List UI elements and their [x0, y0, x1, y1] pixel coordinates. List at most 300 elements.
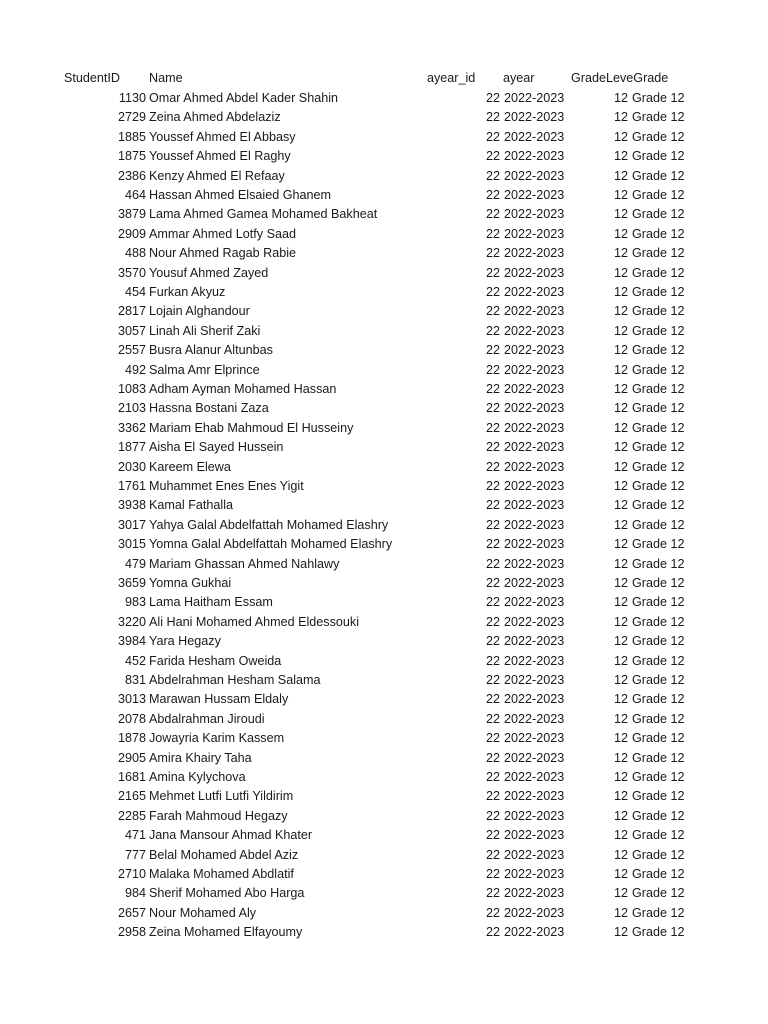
table-row [0, 341, 768, 360]
ayear-id-cell: 22 [485, 828, 500, 843]
grade-cell: Grade 12 [632, 925, 685, 940]
student-id-cell: 1761 [117, 479, 146, 493]
student-id-cell: 2557 [117, 343, 146, 358]
grade-level-cell: 12 [613, 246, 628, 261]
student-id-cell: 454 [124, 285, 146, 299]
student-name-cell: Yomna Gukhai [149, 576, 232, 590]
student-name-cell: Kamal Fathalla [149, 498, 233, 513]
grade-cell: Grade 12 [632, 246, 685, 261]
student-name-cell: Sherif Mohamed Abo Harga [149, 886, 305, 901]
grade-cell: Grade 12 [632, 168, 685, 183]
grade-cell: Grade 12 [632, 847, 685, 862]
ayear-id-cell: 22 [485, 246, 500, 261]
table-row [0, 205, 768, 224]
student-name-cell: Abdalrahman Jiroudi [149, 711, 265, 726]
student-id-cell: 2817 [117, 304, 146, 319]
student-id-cell: 2386 [117, 168, 146, 183]
student-id-cell: 471 [124, 828, 146, 843]
grade-level-cell: 12 [613, 653, 628, 668]
grade-level-cell: 12 [613, 91, 628, 105]
student-id-cell: 1130 [118, 91, 146, 105]
grade-cell: Grade 12 [632, 479, 685, 493]
grade-level-cell: 12 [613, 731, 628, 746]
grade-cell: Grade 12 [632, 634, 685, 649]
student-name-cell: Ali Hani Mohamed Ahmed Eldessouki [149, 614, 360, 629]
header-grade-level-grade: GradeLeveGrade [571, 71, 669, 85]
student-name-cell: Muhammet Enes Enes Yigit [149, 479, 304, 493]
table-row [0, 302, 768, 321]
grade-level-cell: 12 [613, 498, 628, 513]
grade-level-cell: 12 [613, 789, 628, 804]
grade-cell: Grade 12 [632, 382, 685, 396]
grade-cell: Grade 12 [632, 401, 685, 416]
student-name-cell: Lama Haitham Essam [149, 595, 273, 610]
table-row [0, 749, 768, 768]
student-id-cell: 3984 [117, 634, 146, 649]
student-name-cell: Yousuf Ahmed Zayed [149, 265, 269, 280]
header-ayear-id: ayear_id [427, 71, 476, 85]
grade-level-cell: 12 [613, 692, 628, 707]
table-row [0, 923, 768, 942]
ayear-cell: 2022-2023 [504, 595, 565, 610]
student-name-cell: Omar Ahmed Abdel Kader Shahin [149, 91, 339, 105]
ayear-cell: 2022-2023 [504, 343, 565, 358]
ayear-cell: 2022-2023 [504, 576, 565, 590]
student-name-cell: Hassan Ahmed Elsaied Ghanem [149, 188, 332, 202]
table-row [0, 865, 768, 884]
ayear-id-cell: 22 [485, 595, 500, 610]
student-name-cell: Ammar Ahmed Lotfy Saad [149, 226, 296, 241]
student-id-cell: 2030 [117, 459, 146, 474]
grade-level-cell: 12 [613, 905, 628, 920]
ayear-cell: 2022-2023 [504, 265, 565, 280]
ayear-id-cell: 22 [485, 188, 500, 202]
student-name-cell: Jana Mansour Ahmad Khater [149, 828, 313, 843]
ayear-cell: 2022-2023 [504, 304, 565, 319]
ayear-id-cell: 22 [485, 750, 500, 765]
student-id-cell: 3057 [117, 323, 146, 338]
student-name-cell: Mariam Ghassan Ahmed Nahlawy [149, 556, 340, 571]
grade-level-cell: 12 [613, 188, 628, 202]
grade-level-cell: 12 [613, 420, 628, 435]
table-row [0, 787, 768, 806]
ayear-id-cell: 22 [485, 711, 500, 726]
student-id-cell: 1877 [117, 440, 146, 455]
table-row [0, 535, 768, 554]
grade-cell: Grade 12 [632, 440, 685, 455]
ayear-id-cell: 22 [485, 149, 500, 164]
student-id-cell: 831 [124, 673, 146, 687]
student-name-cell: Farida Hesham Oweida [149, 653, 282, 668]
grade-cell: Grade 12 [632, 129, 685, 144]
ayear-cell: 2022-2023 [504, 634, 565, 649]
ayear-cell: 2022-2023 [504, 129, 565, 144]
ayear-cell: 2022-2023 [504, 207, 565, 222]
student-id-cell: 1885 [117, 129, 146, 144]
student-name-cell: Kenzy Ahmed El Refaay [149, 168, 285, 183]
student-id-cell: 3938 [117, 498, 146, 513]
student-name-cell: Belal Mohamed Abdel Aziz [149, 847, 299, 862]
ayear-id-cell: 22 [485, 401, 500, 416]
grade-cell: Grade 12 [632, 692, 685, 707]
student-name-cell: Nour Ahmed Ragab Rabie [149, 246, 297, 261]
ayear-cell: 2022-2023 [504, 382, 565, 396]
ayear-id-cell: 22 [485, 479, 500, 493]
student-id-cell: 479 [124, 556, 146, 571]
student-name-cell: Amina Kylychova [149, 770, 246, 784]
student-name-cell: Amira Khairy Taha [149, 750, 252, 765]
ayear-cell: 2022-2023 [504, 711, 565, 726]
grade-level-cell: 12 [613, 323, 628, 338]
grade-cell: Grade 12 [632, 459, 685, 474]
table-row [0, 380, 768, 399]
header-ayear: ayear [503, 71, 535, 85]
student-name-cell: Mehmet Lutfi Lutfi Yildirim [149, 789, 294, 804]
ayear-id-cell: 22 [485, 905, 500, 920]
grade-cell: Grade 12 [632, 867, 685, 881]
grade-level-cell: 12 [613, 886, 628, 901]
ayear-cell: 2022-2023 [504, 692, 565, 707]
table-row [0, 884, 768, 903]
table-row [0, 768, 768, 787]
ayear-cell: 2022-2023 [504, 420, 565, 435]
student-id-cell: 492 [124, 362, 146, 377]
table-row [0, 399, 768, 418]
ayear-cell: 2022-2023 [504, 168, 565, 183]
ayear-cell: 2022-2023 [504, 537, 565, 552]
ayear-id-cell: 22 [485, 110, 500, 125]
ayear-id-cell: 22 [485, 692, 500, 707]
grade-cell: Grade 12 [632, 285, 685, 299]
grade-cell: Grade 12 [632, 595, 685, 610]
student-id-cell: 3659 [117, 576, 146, 590]
grade-cell: Grade 12 [632, 653, 685, 668]
grade-level-cell: 12 [613, 168, 628, 183]
grade-cell: Grade 12 [632, 265, 685, 280]
student-id-cell: 2103 [117, 401, 146, 416]
student-id-cell: 3879 [117, 207, 146, 222]
table-row [0, 826, 768, 845]
ayear-cell: 2022-2023 [504, 479, 565, 493]
grade-level-cell: 12 [613, 226, 628, 241]
student-id-cell: 1875 [117, 149, 146, 164]
student-id-cell: 3015 [117, 537, 146, 552]
grade-level-cell: 12 [613, 576, 628, 590]
header-student-id: StudentID [64, 71, 121, 85]
grade-cell: Grade 12 [632, 731, 685, 746]
grade-level-cell: 12 [613, 614, 628, 629]
table-row [0, 244, 768, 263]
table-row [0, 458, 768, 477]
student-id-cell: 2909 [117, 226, 146, 241]
grade-cell: Grade 12 [632, 188, 685, 202]
table-row [0, 225, 768, 244]
student-name-cell: Jowayria Karim Kassem [149, 731, 285, 746]
student-id-cell: 2285 [117, 808, 146, 823]
grade-level-cell: 12 [613, 595, 628, 610]
student-id-cell: 2165 [117, 789, 146, 804]
ayear-id-cell: 22 [485, 323, 500, 338]
grade-cell: Grade 12 [632, 304, 685, 319]
ayear-id-cell: 22 [485, 343, 500, 358]
ayear-id-cell: 22 [485, 207, 500, 222]
grade-level-cell: 12 [613, 265, 628, 280]
student-id-cell: 2078 [117, 711, 146, 726]
table-row [0, 555, 768, 574]
table-row [0, 438, 768, 457]
grade-level-cell: 12 [613, 770, 628, 784]
grade-level-cell: 12 [613, 382, 628, 396]
grade-cell: Grade 12 [632, 770, 685, 784]
student-name-cell: Salma Amr Elprince [149, 362, 260, 377]
grade-cell: Grade 12 [632, 537, 685, 552]
student-name-cell: Hassna Bostani Zaza [149, 401, 269, 416]
grade-level-cell: 12 [613, 537, 628, 552]
ayear-id-cell: 22 [485, 847, 500, 862]
student-id-cell: 3570 [117, 265, 146, 280]
grade-level-cell: 12 [613, 808, 628, 823]
ayear-cell: 2022-2023 [504, 731, 565, 746]
ayear-cell: 2022-2023 [504, 149, 565, 164]
student-name-cell: Nour Mohamed Aly [149, 905, 257, 920]
grade-level-cell: 12 [613, 517, 628, 532]
student-name-cell: Farah Mahmoud Hegazy [149, 808, 288, 823]
table-row [0, 283, 768, 302]
ayear-id-cell: 22 [485, 420, 500, 435]
ayear-id-cell: 22 [485, 731, 500, 746]
ayear-cell: 2022-2023 [504, 556, 565, 571]
ayear-cell: 2022-2023 [504, 110, 565, 125]
table-header-row [0, 69, 768, 88]
ayear-cell: 2022-2023 [504, 750, 565, 765]
student-name-cell: Youssef Ahmed El Raghy [149, 149, 291, 164]
grade-level-cell: 12 [613, 459, 628, 474]
student-name-cell: Linah Ali Sherif Zaki [149, 323, 261, 338]
ayear-cell: 2022-2023 [504, 323, 565, 338]
table-row [0, 167, 768, 186]
grade-cell: Grade 12 [632, 110, 685, 125]
grade-level-cell: 12 [613, 304, 628, 319]
grade-cell: Grade 12 [632, 576, 685, 590]
student-name-cell: Abdelrahman Hesham Salama [149, 673, 321, 687]
ayear-id-cell: 22 [485, 634, 500, 649]
table-row [0, 361, 768, 380]
student-id-cell: 3017 [117, 517, 146, 532]
grade-cell: Grade 12 [632, 789, 685, 804]
grade-cell: Grade 12 [632, 750, 685, 765]
grade-level-cell: 12 [613, 556, 628, 571]
ayear-id-cell: 22 [485, 789, 500, 804]
student-name-cell: Malaka Mohamed Abdlatif [149, 867, 294, 881]
grade-cell: Grade 12 [632, 886, 685, 901]
ayear-cell: 2022-2023 [504, 673, 565, 687]
student-id-cell: 1878 [117, 731, 146, 746]
student-name-cell: Kareem Elewa [149, 459, 231, 474]
table-row [0, 710, 768, 729]
ayear-id-cell: 22 [485, 556, 500, 571]
ayear-cell: 2022-2023 [504, 653, 565, 668]
student-name-cell: Youssef Ahmed El Abbasy [149, 129, 296, 144]
grade-cell: Grade 12 [632, 517, 685, 532]
table-row [0, 652, 768, 671]
ayear-id-cell: 22 [485, 614, 500, 629]
ayear-cell: 2022-2023 [504, 886, 565, 901]
header-name: Name [149, 71, 183, 85]
ayear-id-cell: 22 [485, 459, 500, 474]
ayear-cell: 2022-2023 [504, 188, 565, 202]
grade-level-cell: 12 [613, 750, 628, 765]
student-name-cell: Furkan Akyuz [149, 285, 226, 299]
table-row [0, 516, 768, 535]
ayear-id-cell: 22 [485, 440, 500, 455]
grade-cell: Grade 12 [632, 808, 685, 823]
student-name-cell: Busra Alanur Altunbas [149, 343, 273, 358]
student-name-cell: Lojain Alghandour [149, 304, 250, 319]
table-row [0, 574, 768, 593]
table-row [0, 128, 768, 147]
table-row [0, 477, 768, 496]
ayear-cell: 2022-2023 [504, 91, 565, 105]
grade-level-cell: 12 [613, 207, 628, 222]
ayear-id-cell: 22 [485, 886, 500, 901]
table-row [0, 729, 768, 748]
grade-cell: Grade 12 [632, 149, 685, 164]
ayear-cell: 2022-2023 [504, 517, 565, 532]
ayear-id-cell: 22 [485, 770, 500, 784]
grade-cell: Grade 12 [632, 556, 685, 571]
student-id-cell: 983 [124, 595, 146, 610]
student-name-cell: Lama Ahmed Gamea Mohamed Bakheat [149, 207, 378, 222]
ayear-id-cell: 22 [485, 537, 500, 552]
grade-level-cell: 12 [613, 711, 628, 726]
student-id-cell: 452 [124, 653, 146, 668]
student-id-cell: 2710 [117, 867, 146, 881]
ayear-cell: 2022-2023 [504, 867, 565, 881]
grade-level-cell: 12 [613, 479, 628, 493]
ayear-id-cell: 22 [485, 517, 500, 532]
table-row [0, 108, 768, 127]
ayear-cell: 2022-2023 [504, 246, 565, 261]
student-name-cell: Zeina Mohamed Elfayoumy [149, 925, 303, 940]
student-id-cell: 2958 [117, 925, 146, 940]
student-name-cell: Zeina Ahmed Abdelaziz [149, 110, 281, 125]
ayear-cell: 2022-2023 [504, 789, 565, 804]
student-id-cell: 1083 [117, 382, 146, 396]
student-name-cell: Yara Hegazy [149, 634, 221, 649]
ayear-id-cell: 22 [485, 653, 500, 668]
ayear-cell: 2022-2023 [504, 498, 565, 513]
grade-cell: Grade 12 [632, 498, 685, 513]
table-row [0, 671, 768, 690]
student-id-cell: 3013 [117, 692, 146, 707]
student-name-cell: Aisha El Sayed Hussein [149, 440, 284, 455]
table-row [0, 147, 768, 166]
ayear-cell: 2022-2023 [504, 226, 565, 241]
table-row [0, 89, 768, 108]
grade-cell: Grade 12 [632, 614, 685, 629]
ayear-cell: 2022-2023 [504, 459, 565, 474]
ayear-cell: 2022-2023 [504, 808, 565, 823]
grade-level-cell: 12 [613, 440, 628, 455]
student-id-cell: 3220 [117, 614, 146, 629]
grade-cell: Grade 12 [632, 420, 685, 435]
ayear-cell: 2022-2023 [504, 362, 565, 377]
table-row [0, 904, 768, 923]
ayear-id-cell: 22 [485, 285, 500, 299]
table-row [0, 846, 768, 865]
student-id-cell: 2657 [117, 905, 146, 920]
ayear-id-cell: 22 [485, 576, 500, 590]
table-row [0, 186, 768, 205]
grade-cell: Grade 12 [632, 226, 685, 241]
ayear-cell: 2022-2023 [504, 847, 565, 862]
student-id-cell: 464 [124, 188, 146, 202]
table-row [0, 613, 768, 632]
ayear-id-cell: 22 [485, 808, 500, 823]
table-row [0, 264, 768, 283]
ayear-cell: 2022-2023 [504, 285, 565, 299]
student-name-cell: Adham Ayman Mohamed Hassan [149, 382, 337, 396]
grade-cell: Grade 12 [632, 207, 685, 222]
ayear-id-cell: 22 [485, 265, 500, 280]
grade-level-cell: 12 [613, 847, 628, 862]
student-name-cell: Mariam Ehab Mahmoud El Husseiny [149, 420, 354, 435]
grade-cell: Grade 12 [632, 343, 685, 358]
grade-level-cell: 12 [613, 343, 628, 358]
table-row [0, 322, 768, 341]
grade-level-cell: 12 [613, 129, 628, 144]
ayear-id-cell: 22 [485, 91, 500, 105]
ayear-id-cell: 22 [485, 129, 500, 144]
grade-level-cell: 12 [613, 401, 628, 416]
ayear-cell: 2022-2023 [504, 614, 565, 629]
grade-level-cell: 12 [613, 925, 628, 940]
table-row [0, 690, 768, 709]
grade-level-cell: 12 [613, 362, 628, 377]
student-id-cell: 1681 [117, 770, 146, 784]
grade-cell: Grade 12 [632, 828, 685, 843]
grade-level-cell: 12 [613, 828, 628, 843]
ayear-cell: 2022-2023 [504, 401, 565, 416]
table-row [0, 593, 768, 612]
table-row [0, 807, 768, 826]
student-id-cell: 2905 [117, 750, 146, 765]
ayear-cell: 2022-2023 [504, 925, 565, 940]
ayear-cell: 2022-2023 [504, 905, 565, 920]
ayear-id-cell: 22 [485, 168, 500, 183]
ayear-id-cell: 22 [485, 362, 500, 377]
student-id-cell: 2729 [117, 110, 146, 125]
student-id-cell: 777 [124, 847, 146, 862]
grade-level-cell: 12 [613, 634, 628, 649]
grade-level-cell: 12 [613, 149, 628, 164]
ayear-cell: 2022-2023 [504, 828, 565, 843]
grade-cell: Grade 12 [632, 362, 685, 377]
grade-cell: Grade 12 [632, 91, 685, 105]
ayear-id-cell: 22 [485, 304, 500, 319]
table-row [0, 419, 768, 438]
grade-level-cell: 12 [613, 285, 628, 299]
student-id-cell: 488 [124, 246, 146, 261]
table-row [0, 632, 768, 651]
ayear-id-cell: 22 [485, 673, 500, 687]
grade-cell: Grade 12 [632, 323, 685, 338]
ayear-cell: 2022-2023 [504, 440, 565, 455]
student-name-cell: Yomna Galal Abdelfattah Mohamed Elashry [149, 537, 393, 552]
grade-level-cell: 12 [613, 867, 628, 881]
table-row [0, 496, 768, 515]
grade-level-cell: 12 [613, 673, 628, 687]
